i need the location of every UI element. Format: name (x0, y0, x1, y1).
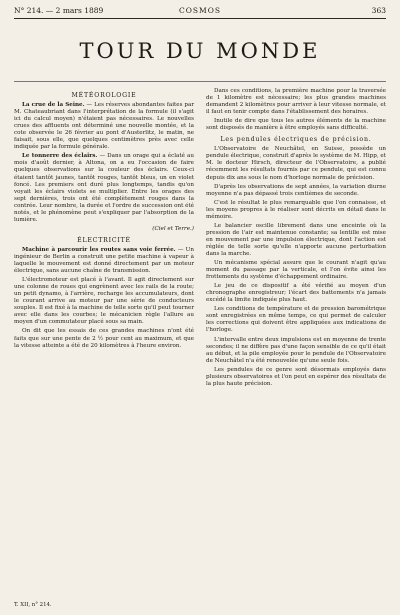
section-title: TOUR DU MONDE (79, 39, 321, 63)
volume-footer: T. XII, n° 214. (14, 602, 52, 608)
paragraph: L'électromoteur est placé à l'avant. Il agit directement sur une colonne de roues qui engrènent avec les rails de la route; un petit dynamo, à l'arrière, recharge les accumulateurs, dont le courant arrive au moteur par une série de conducteurs souples. Il est fixé à la machine de telle sorte qu'il peut tourner avec elle dans les courbes; le mécanicien règle l'allure au moyen d'un commutateur placé sous sa main. (14, 277, 194, 326)
right-column (206, 88, 386, 390)
paragraph: L'intervalle entre deux impulsions est en moyenne de trente secondes; il ne diffère pas d'une façon sensible de ce qu'il était au début, et la pile employée pour le pendule de l'Observatoire de Neuchâtel n'a été renouvelée qu'une seule fois. (206, 336, 386, 364)
heading-electricite: ÉLECTRICITÉ (77, 236, 131, 244)
body-columns (14, 88, 386, 390)
issue-line: N° 214. — 2 mars 1889 (14, 6, 104, 15)
paragraph: Inutile de dire que tous les autres éléments de la machine sont disposés de manière à être employés sans difficulté. (206, 118, 386, 132)
paragraph-text: — Un ingénieur de Berlin a construit une petite machine à vapeur à laquelle le mouvement est donné directement par un moteur électrique, sans aucune chaîne de transmission. (14, 246, 194, 275)
source-signature: (Ciel et Terre.) (152, 225, 194, 232)
paragraph: Les conditions de température et de pression barométrique sont enregistrées en même temps, ce qui permet de calculer les corrections qui doivent être appliquées aux indications de l'horloge. (206, 306, 386, 334)
heading-pendules: Les pendules électriques de précision. (220, 136, 372, 144)
journal-name: COSMOS (179, 6, 221, 15)
paragraph (14, 247, 194, 275)
paragraph: Le jeu de ce dispositif a été vérifié au moyen d'un chronographe enregistreur; l'écart des battements n'a jamais excédé la limite indiquée plus haut. (206, 283, 386, 304)
paragraph (14, 153, 194, 223)
running-header (14, 6, 386, 19)
left-column (14, 88, 194, 390)
page-number: 363 (371, 6, 386, 15)
paragraph: Le balancier oscille librement dans une enceinte où la pression de l'air est maintenue constante; sa lentille est mise en mouvement par une impulsion électrique, dont l'action est réglée de telle sorte qu'elle n'apporte aucune perturbation dans la marche. (206, 222, 386, 257)
paragraph-lead: La crue de la Seine. (22, 102, 85, 109)
paragraph: Dans ces conditions, la première machine pour la traversée de 1 kilomètre est nécessaire; les plus grandes machines demandent 2 kilomètres pour arriver à leur vitesse normale, et il faut en tenir compte dans l'établissement des horaires. (206, 88, 386, 116)
title-divider (14, 81, 386, 82)
paragraph: D'après les observations de sept années, la variation diurne moyenne n'a pas dépassé trois centièmes de seconde. (206, 183, 386, 197)
paragraph-text: — Dans un orage qui a éclaté au mois d'août dernier, à Altona, on a eu l'occasion de faire quelques observations sur la couleur des éclairs. Ceux-ci étaient tantôt jaunes, tantôt rouges, tantôt bleus, un en violet foncé. Les premiers ont duré plus longtemps, tandis qu'on voyait les éclairs violets se multiplier. Entre les orages des sept dernières, trois ont été complètement rouges dans la contrée. Leur nombre, la durée et l'ordre de succession ont été notés, et le phénomène peut s'expliquer par l'absorption de la lumière. (14, 153, 194, 223)
paragraph-lead: Machine à parcourir les routes sans voie ferrée. (22, 246, 176, 253)
paragraph: Un mécanisme spécial assure que le courant n'agit qu'au moment du passage par la verticale, et l'on évite ainsi les frottements du système d'échappement ordinaire. (206, 260, 386, 281)
paragraph: On dit que les essais de ces grandes machines n'ont été faits que sur une pente de 2 ½ pour cent au maximum, et que la vitesse atteinte a été de 20 kilomètres à l'heure environ. (14, 328, 194, 349)
heading-meteorologie: MÉTÉOROLOGIE (71, 92, 137, 99)
paragraph-text: — Les réserves abondantes faites par M. Chateaubriant dans l'interprétation de la formule (il s'agit ici du calcul moyen) n'étaient pas nécessaires. Le nouvelles crues des affluents ont déterminé une nouvelle montée, et la cote observée le 26 février au pont d'Austerlitz, le matin, ne faisait, sous elle, que quelques centimètres près avec celle indiquée par la formule générale. (14, 102, 195, 151)
paragraph (14, 102, 194, 151)
paragraph: C'est le résultat le plus remarquable que l'on connaisse, et les moyens propres à le réaliser sont décrits en détail dans le mémoire. (206, 199, 386, 220)
paragraph-lead: Le tonnerre des éclairs. (22, 153, 98, 160)
paragraph: L'Observatoire de Neuchâtel, en Suisse, possède un pendule électrique, construit d'après le système de M. Hipp, et M. le docteur Hirsch, directeur de l'Observatoire, a publié récemment les résultats fournis par ce pendule, qui est connu depuis dix ans sous le nom d'horloge normale de précision. (206, 146, 386, 181)
paragraph: Les pendules de ce genre sont désormais employés dans plusieurs observatoires et l'on peut en espérer des résultats de la plus haute précision. (206, 366, 386, 387)
